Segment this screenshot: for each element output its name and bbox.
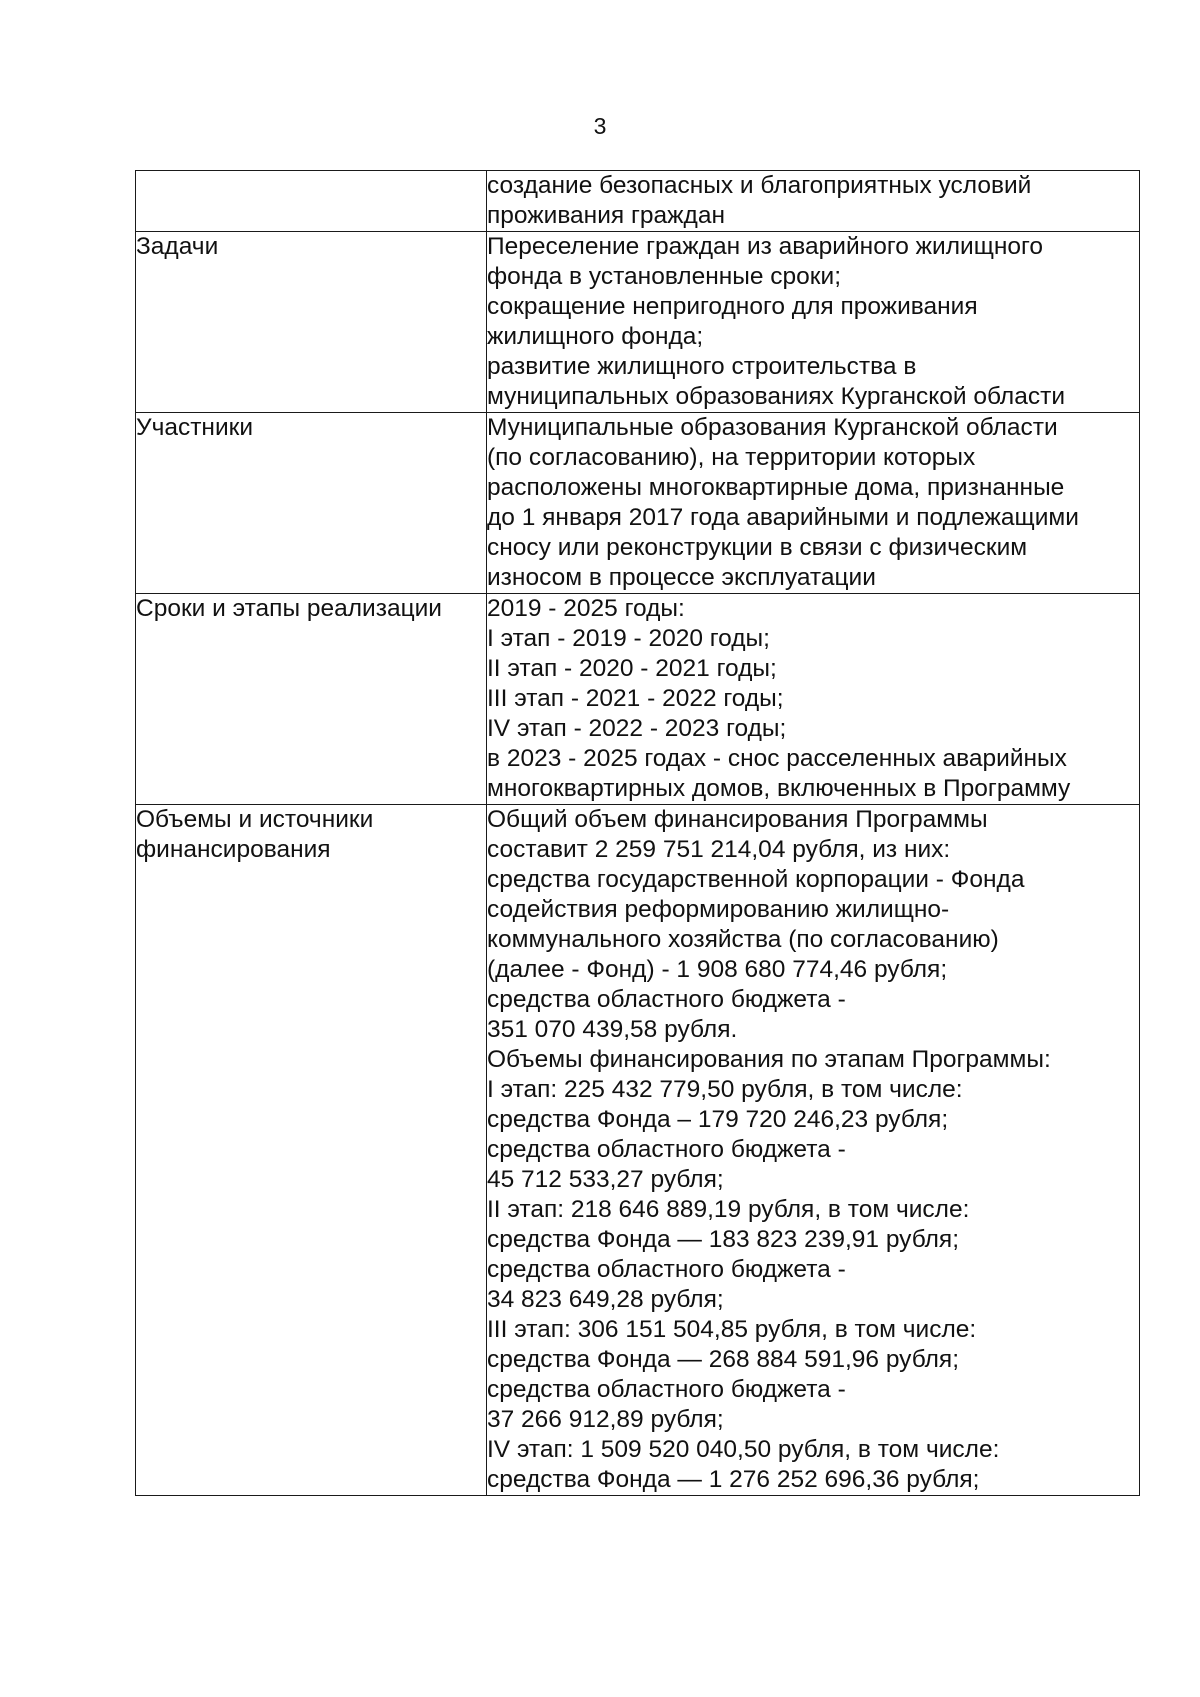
value-line: средства Фонда — 1 276 252 696,36 рубля; xyxy=(487,1466,980,1493)
value-line: средства областного бюджета - xyxy=(487,1376,846,1403)
value-line: средства государственной корпорации - Фонда xyxy=(487,866,1025,893)
value-line: в 2023 - 2025 годах - снос расселенных аварийных xyxy=(487,745,1067,772)
value-line: проживания граждан xyxy=(487,202,726,229)
value-line: средства областного бюджета - xyxy=(487,1136,846,1163)
value-line: III этап: 306 151 504,85 рубля, в том числе: xyxy=(487,1316,977,1343)
row-label-cell xyxy=(136,413,487,594)
row-label: Участники xyxy=(136,414,254,441)
value-line: фонда в установленные сроки; xyxy=(487,263,842,290)
value-line: средства областного бюджета - xyxy=(487,1256,846,1283)
value-line: многоквартирных домов, включенных в Программу xyxy=(487,775,1071,802)
value-line: средства областного бюджета - xyxy=(487,986,846,1013)
value-line: II этап - 2020 - 2021 годы; xyxy=(487,655,777,682)
value-line: III этап - 2021 - 2022 годы; xyxy=(487,685,784,712)
value-line: 2019 - 2025 годы: xyxy=(487,595,685,622)
value-line: развитие жилищного строительства в xyxy=(487,353,917,380)
value-line: 45 712 533,27 рубля; xyxy=(487,1166,724,1193)
passport-table-body xyxy=(136,171,1140,1496)
table-row xyxy=(136,171,1140,232)
value-line: Переселение граждан из аварийного жилищного xyxy=(487,233,1044,260)
row-value-cell xyxy=(487,413,1140,594)
row-value-cell xyxy=(487,232,1140,413)
row-label-cell xyxy=(136,805,487,1496)
value-line: сносу или реконструкции в связи с физическим xyxy=(487,534,1028,561)
value-line: жилищного фонда; xyxy=(487,323,704,350)
row-value-cell xyxy=(487,171,1140,232)
row-label-cell xyxy=(136,171,487,232)
row-value-cell xyxy=(487,594,1140,805)
value-line: I этап: 225 432 779,50 рубля, в том числе: xyxy=(487,1076,963,1103)
table-row xyxy=(136,805,1140,1496)
value-line: содействия реформированию жилищно- xyxy=(487,896,950,923)
value-line: создание безопасных и благоприятных условий xyxy=(487,172,1032,199)
value-line: IV этап: 1 509 520 040,50 рубля, в том числе: xyxy=(487,1436,1000,1463)
value-line: износом в процессе эксплуатации xyxy=(487,564,876,591)
value-line: коммунального хозяйства (по согласованию) xyxy=(487,926,999,953)
row-label: Объемы и источники xyxy=(136,806,374,833)
value-line: средства Фонда — 268 884 591,96 рубля; xyxy=(487,1346,960,1373)
table-row xyxy=(136,594,1140,805)
row-value-cell xyxy=(487,805,1140,1496)
value-line: 34 823 649,28 рубля; xyxy=(487,1286,724,1313)
value-line: до 1 января 2017 года аварийными и подлежащими xyxy=(487,504,1079,531)
row-label: Задачи xyxy=(136,233,219,260)
value-line: II этап: 218 646 889,19 рубля, в том числе: xyxy=(487,1196,970,1223)
value-line: Объемы финансирования по этапам Программы: xyxy=(487,1046,1051,1073)
value-line: 37 266 912,89 рубля; xyxy=(487,1406,724,1433)
value-line: Общий объем финансирования Программы xyxy=(487,806,988,833)
row-label: финансирования xyxy=(136,836,331,863)
value-line: составит 2 259 751 214,04 рубля, из них: xyxy=(487,836,951,863)
value-line: (далее - Фонд) - 1 908 680 774,46 рубля; xyxy=(487,956,948,983)
value-line: расположены многоквартирные дома, признанные xyxy=(487,474,1065,501)
table-row xyxy=(136,232,1140,413)
value-line: 351 070 439,58 рубля. xyxy=(487,1016,738,1043)
page-number: 3 xyxy=(593,113,607,139)
value-line: средства Фонда – 179 720 246,23 рубля; xyxy=(487,1106,949,1133)
table-row xyxy=(136,413,1140,594)
value-line: Муниципальные образования Курганской области xyxy=(487,414,1058,441)
row-label-cell xyxy=(136,594,487,805)
value-line: средства Фонда — 183 823 239,91 рубля; xyxy=(487,1226,960,1253)
row-label: Сроки и этапы реализации xyxy=(136,595,442,622)
value-line: муниципальных образованиях Курганской области xyxy=(487,383,1065,410)
value-line: I этап - 2019 - 2020 годы; xyxy=(487,625,770,652)
program-passport-table xyxy=(135,170,1140,1496)
value-line: IV этап - 2022 - 2023 годы; xyxy=(487,715,787,742)
value-line: (по согласованию), на территории которых xyxy=(487,444,976,471)
row-label-cell xyxy=(136,232,487,413)
value-line: сокращение непригодного для проживания xyxy=(487,293,978,320)
